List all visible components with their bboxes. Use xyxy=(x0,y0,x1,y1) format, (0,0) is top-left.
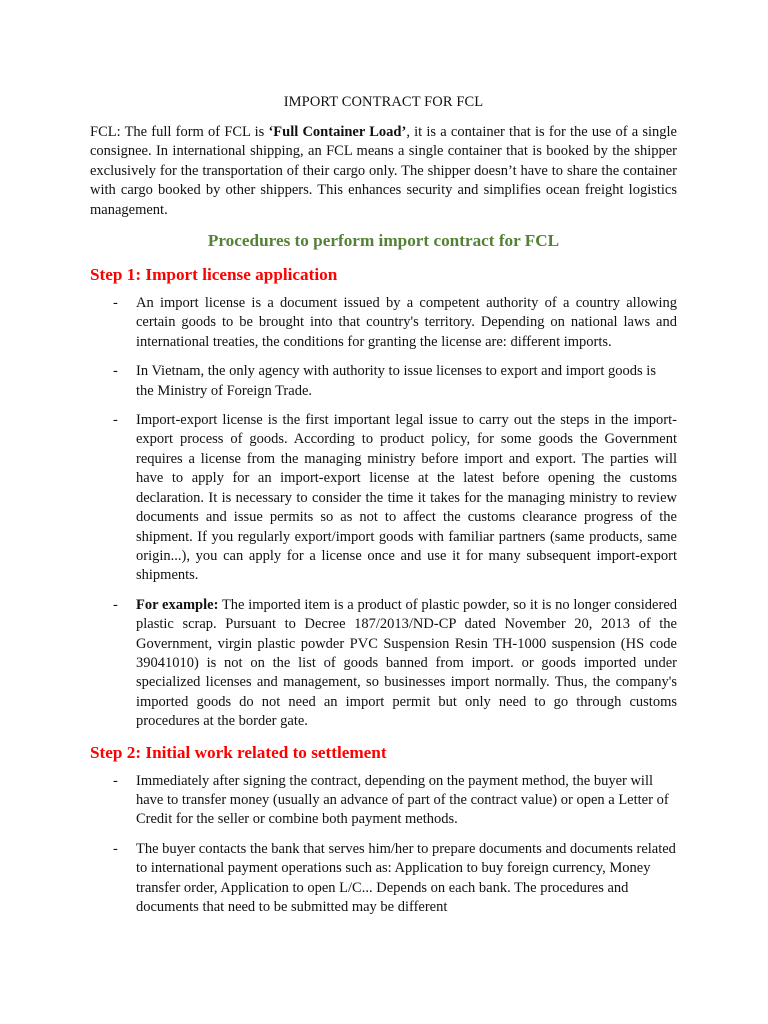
bullet-dash: - xyxy=(113,772,118,789)
bullet-text: Import-export license is the first important legal issue to carry out the steps in the import-export process of goods. According to product policy, for some goods the Government requires a license from the managing ministry before import and export. The parties will have to apply for an import-export license at the latest before opening the customs declaration. It is necessary to consider the time it takes for the managing ministry to review documents and issue permits so as not to affect the customs clearance progress of the shipment. If you regularly export/import goods with familiar partners (same products, same origin...), you can apply for a license once and use it for many subsequent import-export shipments. xyxy=(136,412,677,584)
intro-suffix: , it is a container that is for the use of a single consignee. In international shipping, an FCL means a single container that is booked by the shipper exclusively for the transportation of their cargo only. The shipper doesn’t have to share the container with cargo booked by other shippers. This enhances security and simplifies ocean freight logistics management. xyxy=(90,124,677,218)
list-item xyxy=(90,596,677,732)
bullet-dash: - xyxy=(113,412,118,429)
intro-bold-term: ‘Full Container Load’ xyxy=(268,124,407,140)
step-1-heading: Step 1: Import license application xyxy=(90,265,338,285)
bullet-dash: - xyxy=(113,596,118,613)
list-item xyxy=(90,772,677,830)
step-1-bullet-list xyxy=(90,294,677,732)
bullet-text: Immediately after signing the contract, depending on the payment method, the buyer will have to transfer money (usually an advance of part of the contract value) or open a Letter of Credit for the seller or combine both payment methods. xyxy=(136,772,669,828)
intro-paragraph xyxy=(90,123,677,220)
intro-prefix: FCL: The full form of FCL is xyxy=(90,124,269,140)
bullet-text: In Vietnam, the only agency with authority to issue licenses to export and import goods is the Ministry of Foreign Trade. xyxy=(136,363,656,399)
bullet-lead: For example: xyxy=(136,596,219,613)
list-item xyxy=(90,362,677,401)
bullet-text: The imported item is a product of plastic powder, so it is no longer considered plastic scrap. Pursuant to Decree 187/2013/ND-CP dated November 20, 2013 of the Government, virgin plastic powder PVC Suspension Resin TH-1000 suspension (HS code 39041010) is not on the list of goods banned from import. or goods imported under specialized licenses and management, so businesses import normally. Thus, the company's imported goods do not need an import permit but only need to go through customs procedures at the border gate. xyxy=(136,596,678,730)
document-page xyxy=(90,93,677,927)
bullet-text: An import license is a document issued by a competent authority of a country allowing certain goods to be brought into that country's territory. Depending on national laws and international treaties, the conditions for granting the license are: different imports. xyxy=(136,295,677,350)
bullet-dash: - xyxy=(113,363,118,380)
list-item xyxy=(90,411,677,586)
list-item xyxy=(90,840,677,918)
list-item xyxy=(90,294,677,352)
step-2-bullet-list xyxy=(90,772,677,918)
bullet-text: The buyer contacts the bank that serves him/her to prepare documents and documents related to international payment operations such as: Application to buy foreign currency, Money transfer order, Application to open L/C... Depends on each bank. The procedures and documents that need to be submitted may be different xyxy=(136,840,676,915)
step-2-heading: Step 2: Initial work related to settlement xyxy=(90,742,387,762)
document-title: IMPORT CONTRACT FOR FCL xyxy=(283,94,484,110)
bullet-dash: - xyxy=(113,295,118,312)
section-heading: Procedures to perform import contract for FCL xyxy=(207,231,560,251)
bullet-dash: - xyxy=(113,840,118,857)
